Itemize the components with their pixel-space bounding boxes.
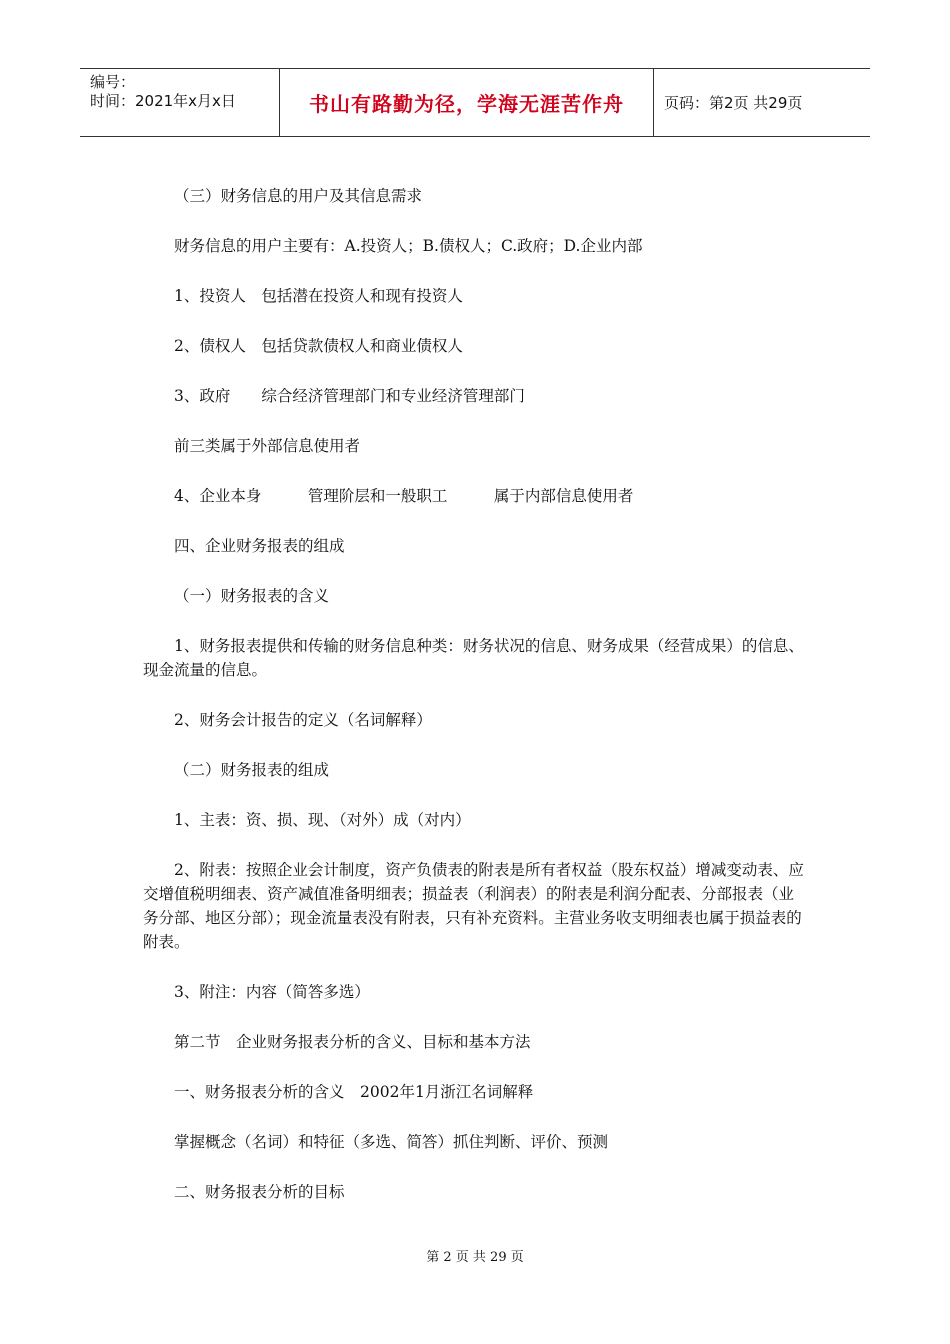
paragraph: 前三类属于外部信息使用者 [174,437,361,455]
page-header [80,68,870,137]
paragraph: 财务信息的用户主要有：A.投资人；B.债权人；C.政府；D.企业内部 [174,237,643,255]
paragraph: 2、债权人 包括贷款债权人和商业债权人 [174,337,463,355]
paragraph: 一、财务报表分析的含义 2002年1月浙江名词解释 [174,1083,534,1101]
header-page-info: 页码：第2页 共29页 [664,94,803,112]
code-label: 编号： [90,73,136,91]
paragraph: （一）财务报表的含义 [174,587,330,605]
paragraph: 1、财务报表提供和传输的财务信息种类：财务状况的信息、财务成果（经营成果）的信息、现金流量的信息。 [143,637,804,679]
time-label: 时间：2021年x月x日 [90,92,236,110]
section-heading: 第二节 企业财务报表分析的含义、目标和基本方法 [174,1033,531,1051]
paragraph: 3、附注：内容（简答多选） [174,983,370,1001]
paragraph: 3、政府 综合经济管理部门和专业经济管理部门 [174,387,525,405]
paragraph: 掌握概念（名词）和特征（多选、简答）抓住判断、评价、预测 [174,1133,609,1151]
section-heading: 四、企业财务报表的组成 [174,537,345,555]
paragraph: 1、主表：资、损、现、（对外）成（对内） [174,811,471,829]
document-body [143,180,808,1204]
paragraph: 二、财务报表分析的目标 [174,1183,345,1201]
header-meta [80,69,280,136]
paragraph: 2、财务会计报告的定义（名词解释） [174,711,432,729]
page-footer: 第 2 页 共 29 页 [426,1250,524,1265]
paragraph: 2、附表：按照企业会计制度，资产负债表的附表是所有者权益（股东权益）增减变动表、应交增值税明细表、资产减值准备明细表；损益表（利润表）的附表是利润分配表、分部报表（业务分部、地区分部）；现金流量表没有附表，只有补充资料。主营业务收支明细表也属于损益表的附表。 [143,861,804,951]
header-motto: 书山有路勤为径，学海无涯苦作舟 [280,69,654,136]
paragraph: 4、企业本身 管理阶层和一般职工 属于内部信息使用者 [174,487,634,505]
paragraph: （三）财务信息的用户及其信息需求 [174,187,423,205]
paragraph: 1、投资人 包括潜在投资人和现有投资人 [174,287,463,305]
paragraph: （二）财务报表的组成 [174,761,330,779]
